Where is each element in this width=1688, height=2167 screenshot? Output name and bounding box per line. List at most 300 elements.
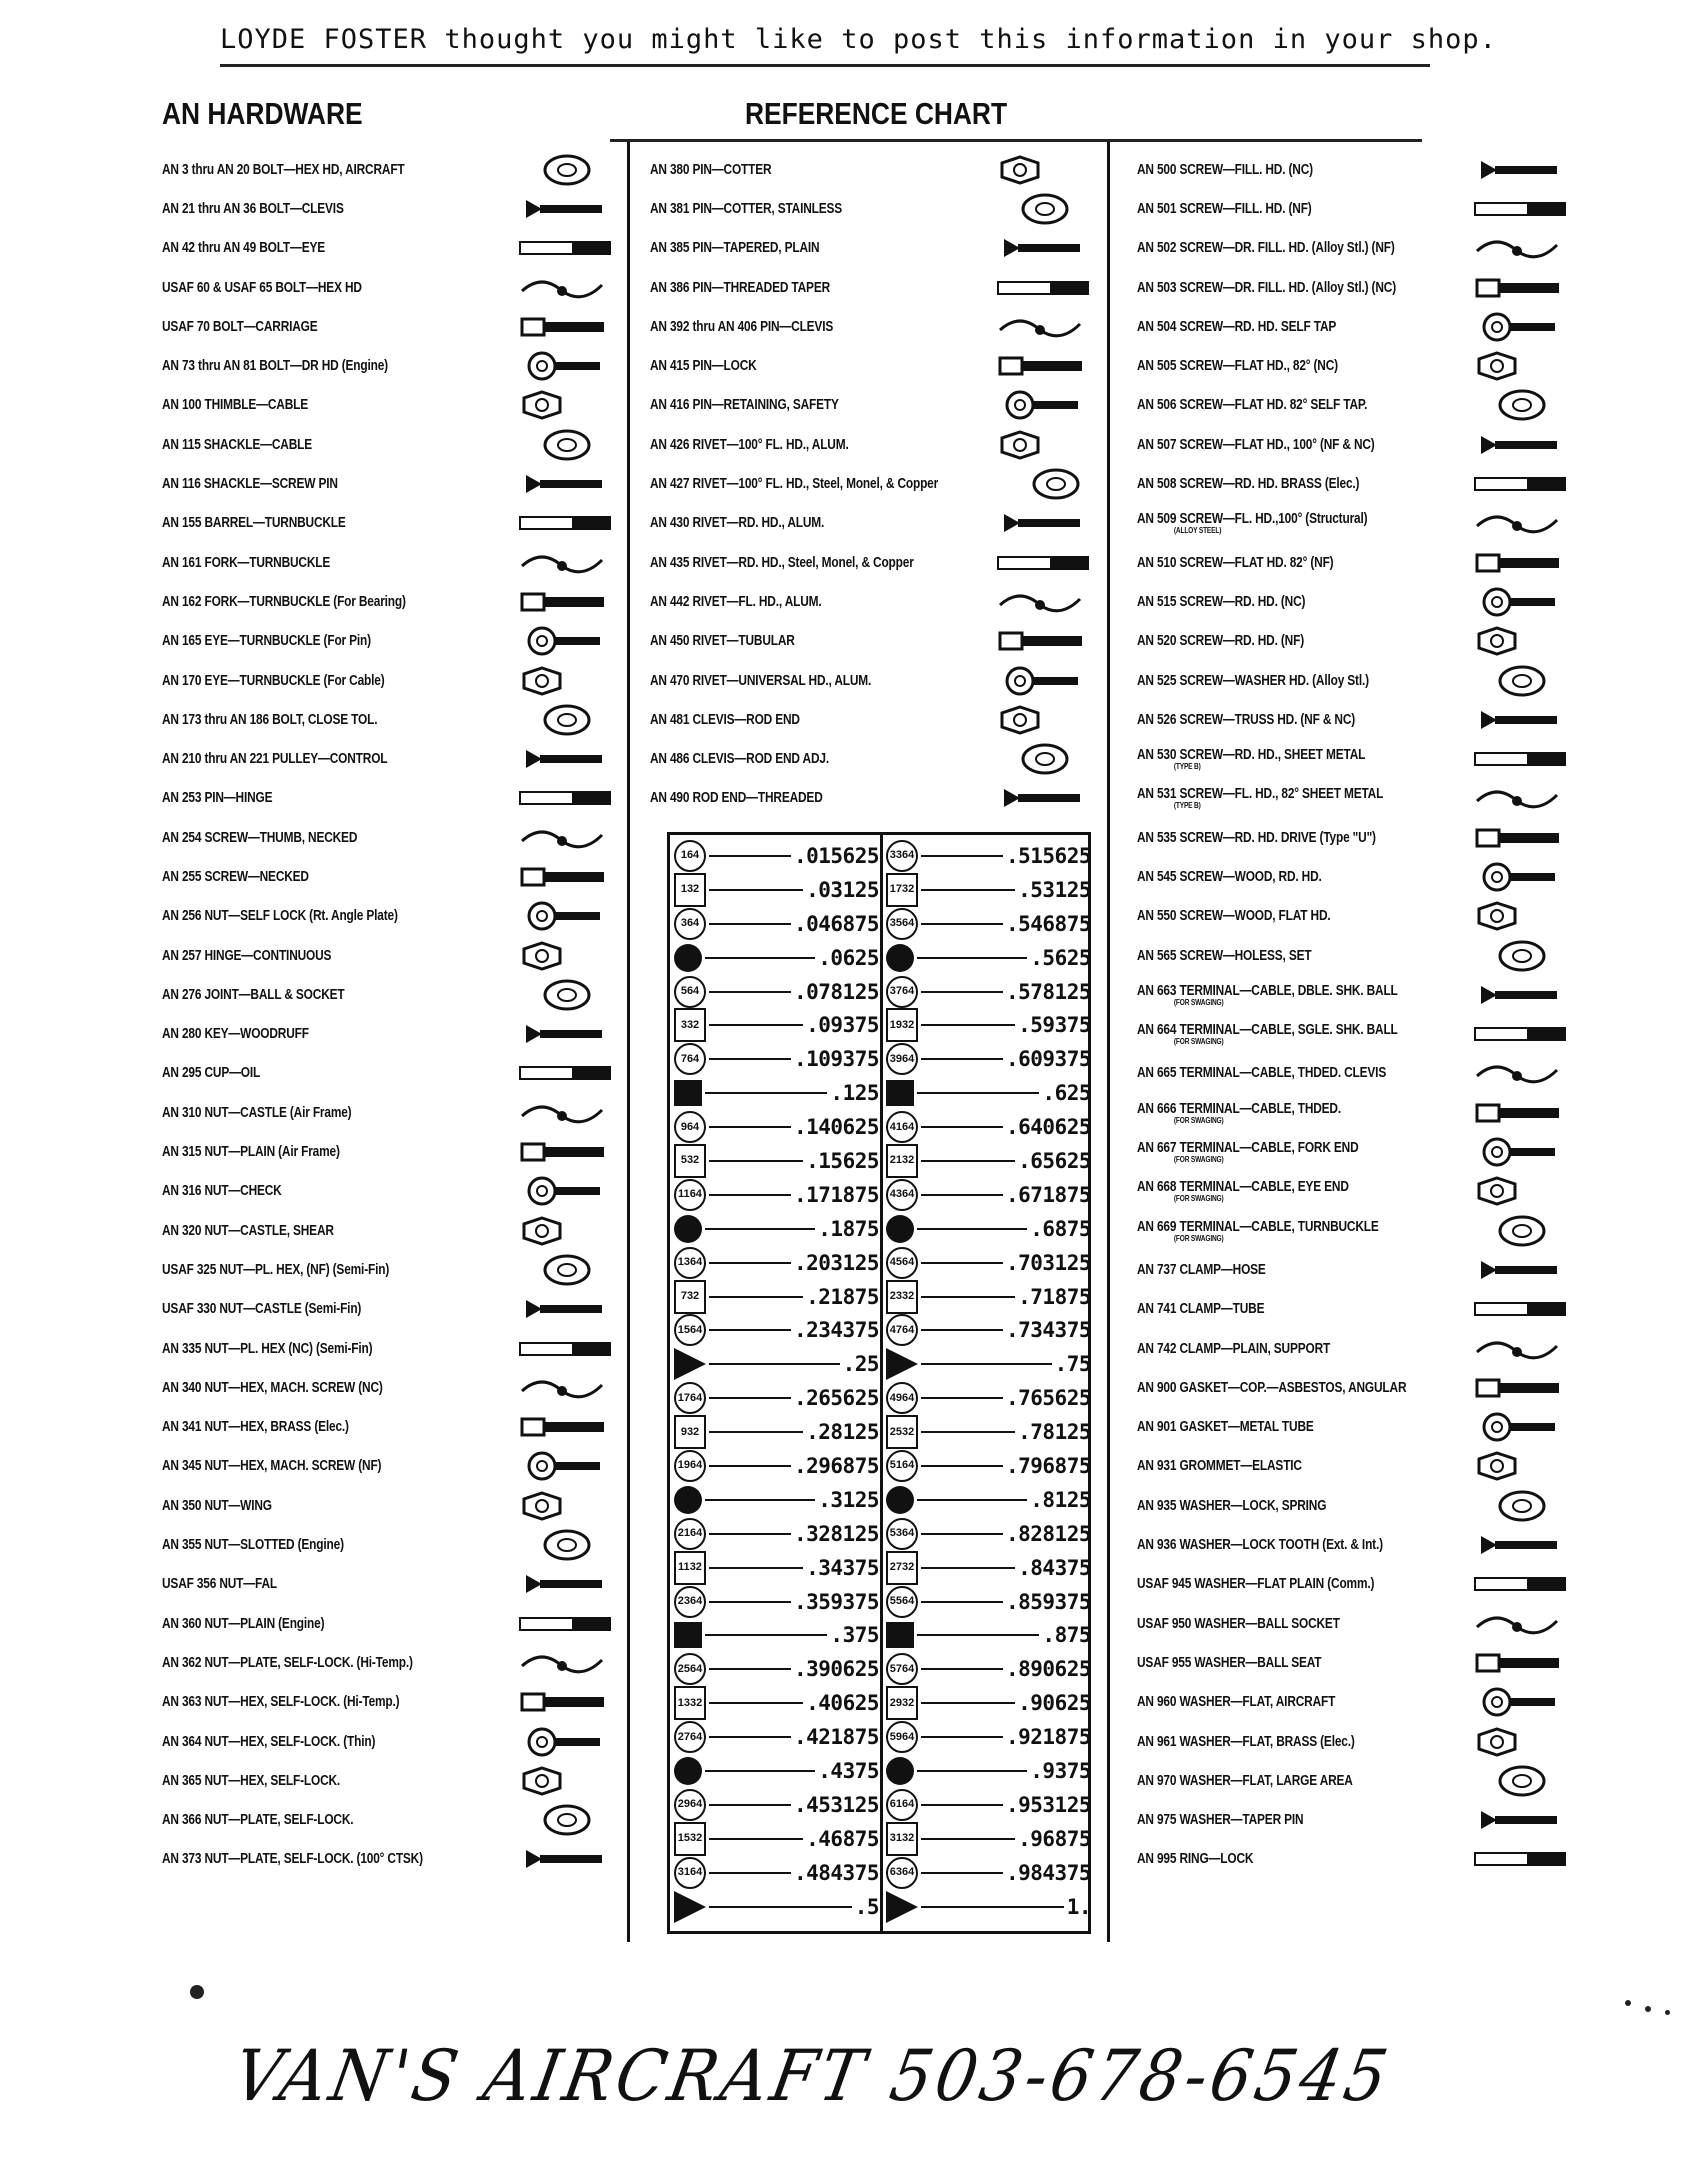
fraction-marker — [674, 1043, 706, 1075]
decimal-value: .25 — [842, 1352, 879, 1377]
decimal-column-left — [674, 839, 879, 1924]
hardware-illustration-icon — [512, 1135, 622, 1169]
hardware-illustration-icon — [1467, 742, 1577, 776]
fraction-denominator: 64 — [690, 1256, 703, 1269]
decimal-row — [674, 1822, 879, 1856]
hardware-illustration-icon — [990, 428, 1100, 462]
hardware-label: AN 254 SCREW—THUMB, NECKED — [162, 829, 358, 846]
decimal-row — [674, 941, 879, 975]
fraction-marker — [886, 944, 914, 972]
decimal-value: .6875 — [1030, 1216, 1091, 1241]
hardware-label: AN 666 TERMINAL—CABLE, THDED. (FOR SWAGING) — [1137, 1100, 1342, 1125]
hardware-list-item — [1137, 1368, 1577, 1407]
decimal-row — [674, 1042, 879, 1076]
fraction-marker — [886, 1450, 918, 1482]
hardware-picture — [512, 899, 622, 933]
hardware-label: AN 500 SCREW—FILL. HD. (NC) — [1137, 161, 1313, 178]
hardware-label: USAF 945 WASHER—FLAT PLAIN (Comm.) — [1137, 1576, 1375, 1593]
hardware-illustration-icon — [990, 506, 1100, 540]
decimal-value: .140625 — [793, 1115, 879, 1140]
leader-line — [709, 1804, 791, 1806]
hardware-illustration-icon — [512, 310, 622, 344]
decimal-row — [674, 1652, 879, 1686]
decimal-row — [674, 1246, 879, 1280]
decimal-value: .5625 — [1030, 945, 1091, 970]
hardware-illustration-icon — [512, 1842, 622, 1876]
leader-line — [921, 1533, 1003, 1535]
hardware-label: AN 295 CUP—OIL — [162, 1065, 261, 1082]
hardware-list-item — [1137, 1722, 1577, 1761]
fraction-denominator: 64 — [690, 1730, 703, 1743]
decimal-value: .671875 — [1005, 1182, 1091, 1207]
fraction-denominator: 64 — [902, 1256, 915, 1269]
hardware-list-item — [1137, 386, 1577, 425]
hardware-label: AN 364 NUT—HEX, SELF-LOCK. (Thin) — [162, 1733, 376, 1750]
fraction-numerator: 25 — [889, 1425, 902, 1438]
leader-line — [709, 1160, 803, 1162]
decimal-row — [886, 1754, 1091, 1788]
hardware-label: AN 320 NUT—CASTLE, SHEAR — [162, 1222, 334, 1239]
hardware-label: AN 355 NUT—SLOTTED (Engine) — [162, 1537, 344, 1554]
fraction-numerator: 41 — [889, 1120, 902, 1133]
decimal-row — [886, 1517, 1091, 1551]
fraction-numerator: 29 — [889, 1696, 902, 1709]
leader-line — [921, 991, 1003, 993]
hardware-illustration-icon — [1467, 1528, 1577, 1562]
fraction-denominator: 64 — [902, 1323, 915, 1336]
hardware-label: AN 345 NUT—HEX, MACH. SCREW (NF) — [162, 1458, 382, 1475]
hardware-list-item — [1137, 189, 1577, 228]
hardware-illustration-icon — [990, 664, 1100, 698]
leader-line — [921, 1058, 1003, 1060]
fraction-numerator: 19 — [889, 1018, 902, 1031]
hardware-list-item — [1137, 897, 1577, 936]
hardware-picture — [1467, 1489, 1577, 1523]
decimal-row — [674, 1381, 879, 1415]
fraction-numerator: 23 — [677, 1595, 690, 1608]
hardware-list-item — [162, 857, 622, 896]
leader-line — [917, 1499, 1027, 1501]
hardware-picture — [1467, 388, 1577, 422]
hardware-picture — [512, 664, 622, 698]
fraction-marker — [886, 1179, 918, 1211]
hardware-label: AN 155 BARREL—TURNBUCKLE — [162, 515, 346, 532]
hardware-illustration-icon — [512, 1646, 622, 1680]
fraction-marker — [886, 1247, 918, 1279]
hardware-label: AN 350 NUT—WING — [162, 1497, 272, 1514]
fraction-marker — [674, 1008, 706, 1042]
hardware-list-item — [1137, 857, 1577, 896]
hardware-list-item — [1137, 582, 1577, 621]
fraction-denominator: 32 — [902, 1425, 915, 1438]
leader-line — [709, 1126, 791, 1128]
hardware-picture — [1001, 467, 1111, 501]
decimal-value: .625 — [1042, 1081, 1091, 1106]
leader-line — [709, 889, 803, 891]
leader-line — [709, 1601, 791, 1603]
hardware-illustration-icon — [1467, 349, 1577, 383]
hardware-label: AN 100 THIMBLE—CABLE — [162, 397, 309, 414]
hardware-list-item — [650, 307, 1100, 346]
fraction-marker — [886, 1486, 914, 1514]
fraction-numerator: 33 — [889, 849, 902, 862]
leader-line — [921, 1872, 1003, 1874]
hardware-label: AN 668 TERMINAL—CABLE, EYE END (FOR SWAGING) — [1137, 1179, 1349, 1204]
hardware-illustration-icon — [1467, 271, 1577, 305]
hardware-illustration-icon — [1467, 781, 1577, 815]
hardware-list-item — [650, 189, 1100, 228]
hardware-list-item — [162, 1683, 622, 1722]
decimal-row — [886, 1280, 1091, 1314]
decimal-value: .828125 — [1005, 1521, 1091, 1546]
hardware-picture — [1467, 860, 1577, 894]
hardware-label: AN 341 NUT—HEX, BRASS (Elec.) — [162, 1419, 349, 1436]
fraction-numerator: 47 — [889, 1323, 902, 1336]
hardware-label: AN 363 NUT—HEX, SELF-LOCK. (Hi-Temp.) — [162, 1694, 400, 1711]
decimal-value: .109375 — [793, 1047, 879, 1072]
hardware-picture — [512, 1764, 622, 1798]
hardware-list-item — [1137, 1683, 1577, 1722]
hardware-label: AN 935 WASHER—LOCK, SPRING — [1137, 1497, 1327, 1514]
hardware-picture — [1467, 192, 1577, 226]
hardware-label: AN 256 NUT—SELF LOCK (Rt. Angle Plate) — [162, 908, 398, 925]
decimal-value: .609375 — [1005, 1047, 1091, 1072]
hardware-label: AN 664 TERMINAL—CABLE, SGLE. SHK. BALL (FOR SWAGING) — [1137, 1022, 1398, 1047]
hardware-illustration-icon — [1467, 1449, 1577, 1483]
hardware-list-item — [162, 1054, 622, 1093]
leader-line — [921, 1465, 1003, 1467]
decimal-value: .703125 — [1005, 1250, 1091, 1275]
hardware-picture — [990, 428, 1100, 462]
hardware-sublabel: (TYPE B) — [1173, 801, 1201, 811]
hardware-picture — [512, 624, 622, 658]
fraction-marker — [674, 1247, 706, 1279]
hardware-label: AN 508 SCREW—RD. HD. BRASS (Elec.) — [1137, 476, 1360, 493]
fraction-marker — [674, 1653, 706, 1685]
fraction-denominator: 32 — [690, 1832, 703, 1845]
hardware-list-item — [1137, 739, 1577, 778]
decimal-row — [674, 1449, 879, 1483]
hardware-illustration-icon — [512, 664, 622, 698]
hardware-label: AN 380 PIN—COTTER — [650, 161, 772, 178]
hardware-illustration-icon — [1467, 1764, 1577, 1798]
hardware-sublabel: (FOR SWAGING) — [1173, 1233, 1224, 1243]
decimal-row — [674, 1313, 879, 1347]
hardware-label: AN 170 EYE—TURNBUCKLE (For Cable) — [162, 672, 385, 689]
decimal-row — [674, 1178, 879, 1212]
hardware-label: AN 415 PIN—LOCK — [650, 358, 757, 375]
hardware-picture — [1467, 1371, 1577, 1405]
hardware-label: AN 427 RIVET—100° FL. HD., Steel, Monel, & Copper — [650, 476, 939, 493]
fraction-marker — [886, 1789, 918, 1821]
decimal-value: .96875 — [1018, 1826, 1091, 1851]
hardware-illustration-icon — [1467, 703, 1577, 737]
hardware-illustration-icon — [1467, 821, 1577, 855]
decimal-row — [674, 975, 879, 1009]
header-reference-chart: REFERENCE CHART — [745, 96, 1008, 131]
hardware-label: AN 960 WASHER—FLAT, AIRCRAFT — [1137, 1694, 1336, 1711]
decimal-value: .28125 — [806, 1420, 879, 1445]
hardware-picture — [1467, 1764, 1577, 1798]
hardware-label: AN 360 NUT—PLAIN (Engine) — [162, 1615, 325, 1632]
leader-line — [921, 1906, 1064, 1908]
hardware-label: AN 116 SHACKLE—SCREW PIN — [162, 476, 338, 493]
hardware-label: AN 310 NUT—CASTLE (Air Frame) — [162, 1104, 352, 1121]
decimal-value: .46875 — [806, 1826, 879, 1851]
hardware-label: AN 316 NUT—CHECK — [162, 1183, 282, 1200]
decimal-row — [886, 1008, 1091, 1042]
hardware-list-item — [162, 425, 622, 464]
fraction-numerator: 51 — [889, 1459, 902, 1472]
hardware-label: AN 450 RIVET—TUBULAR — [650, 633, 795, 650]
hardware-picture — [990, 742, 1100, 776]
hardware-list-item — [162, 504, 622, 543]
hardware-list-item — [162, 1015, 622, 1054]
hardware-list-item — [1137, 307, 1577, 346]
fraction-marker — [886, 1622, 914, 1648]
hardware-picture — [990, 703, 1100, 737]
leader-line — [709, 1465, 791, 1467]
fraction-marker — [674, 873, 706, 907]
hardware-picture — [512, 506, 622, 540]
hardware-list-item — [1137, 504, 1577, 543]
hardware-picture — [512, 388, 622, 422]
leader-line — [921, 855, 1003, 857]
fraction-denominator: 32 — [686, 883, 700, 896]
decimal-value: .53125 — [1018, 877, 1091, 902]
fraction-marker — [674, 1450, 706, 1482]
hardware-illustration-icon — [1467, 1567, 1577, 1601]
fraction-marker — [674, 1551, 706, 1585]
leader-line — [709, 991, 791, 993]
decimal-value: .40625 — [806, 1691, 879, 1716]
decimal-value: .453125 — [793, 1792, 879, 1817]
decimal-value: .015625 — [793, 843, 879, 868]
hardware-list-item — [1137, 1290, 1577, 1329]
hardware-illustration-icon — [512, 467, 622, 501]
fraction-marker — [886, 976, 918, 1008]
hardware-illustration-icon — [1467, 939, 1577, 973]
fraction-numerator: 27 — [889, 1561, 902, 1574]
hardware-list-item — [162, 1722, 622, 1761]
leader-line — [705, 957, 815, 959]
fraction-numerator: 21 — [677, 1527, 690, 1540]
hardware-illustration-icon — [512, 1371, 622, 1405]
hardware-label: AN 507 SCREW—FLAT HD., 100° (NF & NC) — [1137, 436, 1375, 453]
hardware-illustration-icon — [990, 231, 1100, 265]
decimal-row — [674, 1890, 879, 1924]
hardware-label: AN 257 HINGE—CONTINUOUS — [162, 947, 332, 964]
hardware-list-item — [162, 897, 622, 936]
decimal-value: .8125 — [1030, 1487, 1091, 1512]
decimal-row — [674, 1008, 879, 1042]
decimal-value: .484375 — [793, 1860, 879, 1885]
hardware-illustration-icon — [512, 153, 622, 187]
leader-line — [921, 1262, 1003, 1264]
decimal-value: .71875 — [1018, 1284, 1091, 1309]
hardware-picture — [1467, 1056, 1577, 1090]
fraction-denominator: 64 — [686, 917, 700, 930]
hardware-illustration-icon — [512, 939, 622, 973]
hardware-label: AN 430 RIVET—RD. HD., ALUM. — [650, 515, 825, 532]
hardware-list-item — [650, 700, 1100, 739]
fraction-marker — [674, 1622, 702, 1648]
hardware-picture — [1467, 1607, 1577, 1641]
scan-speck — [1665, 2010, 1670, 2015]
decimal-value: .234375 — [793, 1318, 879, 1343]
fraction-numerator: 37 — [889, 985, 902, 997]
fraction-denominator: 64 — [686, 1120, 700, 1133]
hardware-picture — [1467, 310, 1577, 344]
fraction-denominator: 64 — [902, 917, 915, 930]
hardware-list-item — [650, 661, 1100, 700]
hardware-illustration-icon — [1467, 1371, 1577, 1405]
fraction-denominator: 64 — [690, 1459, 703, 1472]
hardware-label: AN 506 SCREW—FLAT HD. 82° SELF TAP. — [1137, 397, 1368, 414]
fraction-marker — [674, 1822, 706, 1856]
hardware-picture — [512, 1449, 622, 1483]
hardware-illustration-icon — [512, 1174, 622, 1208]
hardware-sublabel: (FOR SWAGING) — [1173, 1115, 1224, 1125]
hardware-list-item — [1137, 779, 1577, 818]
hardware-list-item — [162, 1761, 622, 1800]
decimal-value: .3125 — [818, 1487, 879, 1512]
hardware-picture — [990, 349, 1100, 383]
fraction-numerator: 61 — [889, 1798, 902, 1811]
hardware-illustration-icon — [1467, 899, 1577, 933]
decimal-row — [886, 1856, 1091, 1890]
hardware-illustration-icon — [512, 624, 622, 658]
leader-line — [709, 1024, 803, 1026]
hardware-list-item — [1137, 622, 1577, 661]
hardware-illustration-icon — [512, 860, 622, 894]
hardware-label: AN 3 thru AN 20 BOLT—HEX HD, AIRCRAFT — [162, 161, 405, 178]
hardware-illustration-icon — [1467, 1410, 1577, 1444]
hardware-label: AN 365 NUT—HEX, SELF-LOCK. — [162, 1772, 341, 1789]
hardware-picture — [512, 1292, 622, 1326]
hardware-label: AN 165 EYE—TURNBUCKLE (For Pin) — [162, 633, 371, 650]
hardware-picture — [512, 1567, 622, 1601]
hardware-label: AN 386 PIN—THREADED TAPER — [650, 279, 831, 296]
hardware-illustration-icon — [512, 1214, 622, 1248]
fraction-marker — [674, 1280, 706, 1314]
hardware-list-item — [162, 1447, 622, 1486]
hardware-list-item — [1137, 975, 1577, 1014]
fraction-marker — [674, 840, 706, 872]
fraction-numerator: 57 — [889, 1662, 902, 1675]
hardware-illustration-icon — [1467, 1292, 1577, 1326]
hardware-picture — [1467, 1410, 1577, 1444]
hardware-label: AN 667 TERMINAL—CABLE, FORK END (FOR SWAGING) — [1137, 1140, 1359, 1165]
hardware-illustration-icon — [1467, 1135, 1577, 1169]
hardware-label: AN 481 CLEVIS—ROD END — [650, 711, 800, 728]
hardware-label: AN 509 SCREW—FL. HD.,100° (Structural) (ALLOY STEEL) — [1137, 511, 1368, 536]
decimal-value: .9375 — [1030, 1758, 1091, 1783]
fraction-denominator: 64 — [690, 1323, 703, 1336]
hardware-list-item — [650, 346, 1100, 385]
hardware-list-item — [650, 464, 1100, 503]
hardware-list-item — [162, 307, 622, 346]
hardware-illustration-icon — [512, 1096, 622, 1130]
fraction-denominator: 32 — [902, 883, 915, 896]
hardware-illustration-icon — [512, 978, 622, 1012]
fraction-numerator: 17 — [677, 1391, 690, 1404]
hardware-illustration-icon — [990, 546, 1100, 580]
fraction-denominator: 64 — [902, 1866, 915, 1879]
hardware-list-item — [162, 1643, 622, 1682]
fraction-marker — [674, 1111, 706, 1143]
hardware-illustration-icon — [1467, 664, 1577, 698]
fraction-numerator: 55 — [889, 1595, 902, 1608]
hardware-list-item — [1137, 1447, 1577, 1486]
leader-line — [709, 1668, 791, 1670]
fraction-denominator: 64 — [902, 1120, 915, 1133]
hardware-picture — [512, 546, 622, 580]
hardware-list-item — [1137, 1408, 1577, 1447]
hardware-label: AN 504 SCREW—RD. HD. SELF TAP — [1137, 318, 1337, 335]
decimal-row — [886, 975, 1091, 1009]
hardware-list-item — [162, 1211, 622, 1250]
hardware-picture — [1467, 1567, 1577, 1601]
hardware-list-item — [1137, 1486, 1577, 1525]
fraction-numerator: 9 — [680, 1120, 687, 1133]
fraction-numerator: 49 — [889, 1391, 902, 1404]
fraction-denominator: 32 — [902, 1561, 915, 1574]
hardware-picture — [1467, 781, 1577, 815]
decimal-value: .328125 — [793, 1521, 879, 1546]
hardware-picture — [1467, 1135, 1577, 1169]
leader-line — [705, 1228, 815, 1230]
fraction-marker — [674, 1144, 706, 1178]
decimal-row — [886, 1652, 1091, 1686]
hardware-picture — [512, 1056, 622, 1090]
decimal-row — [886, 941, 1091, 975]
hardware-list-item — [650, 386, 1100, 425]
hardware-list-item — [650, 739, 1100, 778]
leader-line — [921, 1329, 1003, 1331]
leader-line — [921, 1024, 1015, 1026]
fraction-numerator: 45 — [889, 1256, 902, 1269]
hardware-picture — [512, 742, 622, 776]
hardware-label: USAF 955 WASHER—BALL SEAT — [1137, 1654, 1322, 1671]
hardware-label: USAF 60 & USAF 65 BOLT—HEX HD — [162, 279, 362, 296]
hardware-list-item — [162, 1132, 622, 1171]
hardware-picture — [1467, 1096, 1577, 1130]
hardware-illustration-icon — [990, 624, 1100, 658]
hardware-picture — [990, 271, 1100, 305]
fraction-denominator: 64 — [690, 1595, 703, 1608]
hardware-label: AN 392 thru AN 406 PIN—CLEVIS — [650, 318, 834, 335]
hardware-label: AN 276 JOINT—BALL & SOCKET — [162, 986, 345, 1003]
fraction-marker — [674, 1348, 706, 1380]
hardware-label: USAF 330 NUT—CASTLE (Semi-Fin) — [162, 1301, 362, 1318]
hardware-illustration-icon — [1467, 1489, 1577, 1523]
fraction-marker — [886, 1314, 918, 1346]
hardware-picture — [512, 1842, 622, 1876]
hardware-illustration-icon — [512, 1489, 622, 1523]
leader-line — [917, 1634, 1039, 1636]
hardware-illustration-icon — [512, 192, 622, 226]
fraction-denominator: 64 — [902, 849, 915, 862]
decimal-value: .578125 — [1005, 979, 1091, 1004]
hardware-illustration-icon — [1467, 1253, 1577, 1287]
fraction-denominator: 64 — [686, 985, 700, 997]
hardware-sublabel: (ALLOY STEEL) — [1173, 526, 1222, 536]
decimal-value: .78125 — [1018, 1420, 1091, 1445]
fraction-marker — [886, 1043, 918, 1075]
fraction-denominator: 64 — [902, 1391, 915, 1404]
hardware-label: AN 663 TERMINAL—CABLE, DBLE. SHK. BALL (FOR SWAGING) — [1137, 982, 1398, 1007]
